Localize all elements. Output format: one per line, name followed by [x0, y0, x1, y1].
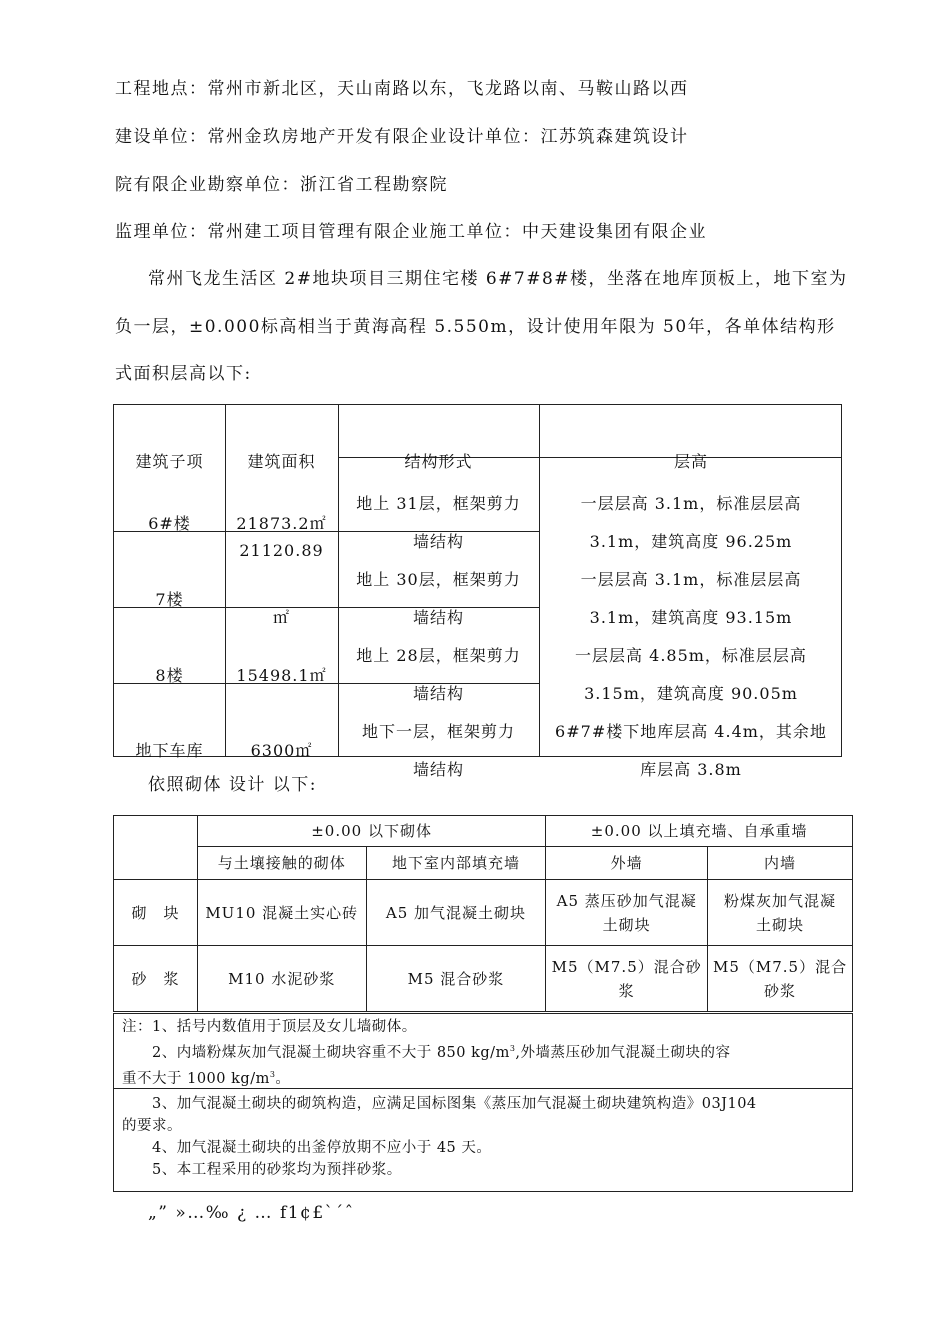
below-grade-header: ±0.00 以下砌体 — [197, 816, 545, 847]
note-2: 2、内墙粉煤灰加气混凝土砌块容重不大于 850 $kg/m^3$,外墙蒸压砂加气混凝土砌块的容 — [152, 1044, 731, 1061]
block-inner — [708, 880, 853, 946]
block-inner-line-1: 粉煤灰加气混凝 — [724, 891, 837, 910]
header-structure: 结构形式 — [404, 452, 473, 471]
header-height: 层高 — [673, 452, 708, 471]
row-structure: 地上 30层，框架剪力 — [356, 570, 521, 589]
row-area: 21873.2㎡ — [236, 514, 327, 533]
building-table — [113, 404, 842, 779]
row-area: 21120.89 — [239, 541, 324, 560]
outer-wall-header: 外墙 — [546, 847, 708, 880]
block-label: 砌 块 — [114, 880, 198, 946]
header-item: 建筑子项 — [135, 452, 204, 471]
row-area: 6300㎡ — [250, 741, 313, 760]
row-height: 一层层高 4.85m，标准层层高 — [575, 646, 807, 665]
note-1: 注：1、括号内数值用于顶层及女儿墙砌体。 — [122, 1019, 417, 1035]
row-item: 8楼 — [155, 666, 184, 685]
row-item: 7楼 — [155, 590, 184, 609]
note-4: 4、加气混凝土砌块的出釜停放期不应小于 45 天。 — [152, 1140, 492, 1156]
supervisor-line: 监理单位：常州建工项目管理有限企业施工单位：中天建设集团有限企业 — [115, 222, 707, 242]
builder-line-1: 建设单位：常州金玖房地产开发有限企业设计单位：江苏筑森建筑设计 — [115, 127, 689, 147]
row-height: 一层层高 3.1m，标准层层高 — [580, 494, 802, 513]
mortar-basement: M5 混合砂浆 — [366, 946, 546, 1012]
block-basement: A5 加气混凝土砌块 — [366, 880, 546, 946]
builder-line-2: 院有限企业勘察单位：浙江省工程勘察院 — [115, 175, 448, 195]
row-area-unit: ㎡ — [272, 608, 290, 627]
row-height: 3.1m，建筑高度 93.15m — [589, 608, 793, 627]
mortar-outer-line-2: 浆 — [618, 981, 635, 1000]
header-area: 建筑面积 — [247, 452, 316, 471]
basement-infill-header: 地下室内部填充墙 — [366, 847, 546, 880]
mortar-inner-line-2: 砂浆 — [764, 981, 797, 1000]
mortar-inner — [708, 946, 853, 1012]
mortar-outer-line-1: M5（M7.5）混合砂 — [551, 957, 702, 976]
note-2-cont: 重不大于 1000 $kg/m^3$。 — [122, 1069, 291, 1087]
soil-contact-header: 与土壤接触的砌体 — [197, 847, 366, 880]
mortar-label: 砂 浆 — [114, 946, 198, 1012]
masonry-table — [113, 815, 853, 1012]
notes-box-2 — [113, 1088, 853, 1192]
row-height: 3.1m，建筑高度 96.25m — [589, 532, 793, 551]
intro-line-2: 负一层，±0.000标高相当于黄海高程 5.550m，设计使用年限为 50年，各单体结构形 — [115, 317, 836, 337]
row-height: 6#7#楼下地库层高 4.4m，其余地 — [555, 722, 827, 741]
mortar-inner-line-1: M5（M7.5）混合 — [712, 957, 848, 976]
block-outer — [546, 880, 708, 946]
row-area: 15498.1㎡ — [236, 666, 327, 685]
garbled-line: „” »…‰ ¿ … f1¢£`´ˆ — [148, 1203, 355, 1223]
row-structure: 墙结构 — [412, 532, 464, 551]
row-item: 6#楼 — [148, 514, 191, 533]
note-3-cont: 的要求。 — [122, 1118, 182, 1134]
row-structure: 地上 28层，框架剪力 — [356, 646, 521, 665]
masonry-intro: 依照砌体 设计 以下: — [148, 775, 318, 795]
block-outer-line-2: 土砌块 — [602, 915, 651, 934]
row-height: 一层层高 3.1m，标准层层高 — [580, 570, 802, 589]
inner-wall-header: 内墙 — [708, 847, 853, 880]
note-5: 5、本工程采用的砂浆均为预拌砂浆。 — [152, 1162, 402, 1178]
row-structure: 墙结构 — [412, 760, 464, 779]
row-structure: 地下一层，框架剪力 — [361, 722, 515, 741]
row-height: 库层高 3.8m — [640, 760, 742, 779]
row-structure: 墙结构 — [412, 608, 464, 627]
row-height: 3.15m，建筑高度 90.05m — [584, 684, 798, 703]
mortar-soil: M10 水泥砂浆 — [197, 946, 366, 1012]
block-outer-line-1: A5 蒸压砂加气混凝 — [556, 891, 697, 910]
above-grade-header: ±0.00 以上填充墙、自承重墙 — [546, 816, 853, 847]
row-item: 地下车库 — [135, 741, 204, 760]
row-structure: 地上 31层，框架剪力 — [356, 494, 521, 513]
mortar-outer — [546, 946, 708, 1012]
site-location: 工程地点：常州市新北区，天山南路以东，飞龙路以南、马鞍山路以西 — [115, 79, 689, 99]
notes-box-1 — [113, 1013, 853, 1089]
row-structure: 墙结构 — [412, 684, 464, 703]
intro-line-3: 式面积层高以下: — [115, 364, 252, 384]
note-3: 3、加气混凝土砌块的砌筑构造，应满足国标图集《蒸压加气混凝土砌块建筑构造》03J104 — [152, 1096, 757, 1112]
block-soil: MU10 混凝土实心砖 — [197, 880, 366, 946]
block-inner-line-2: 土砌块 — [756, 915, 805, 934]
intro-line-1: 常州飞龙生活区 2#地块项目三期住宅楼 6#7#8#楼，坐落在地库顶板上，地下室为 — [148, 269, 848, 289]
